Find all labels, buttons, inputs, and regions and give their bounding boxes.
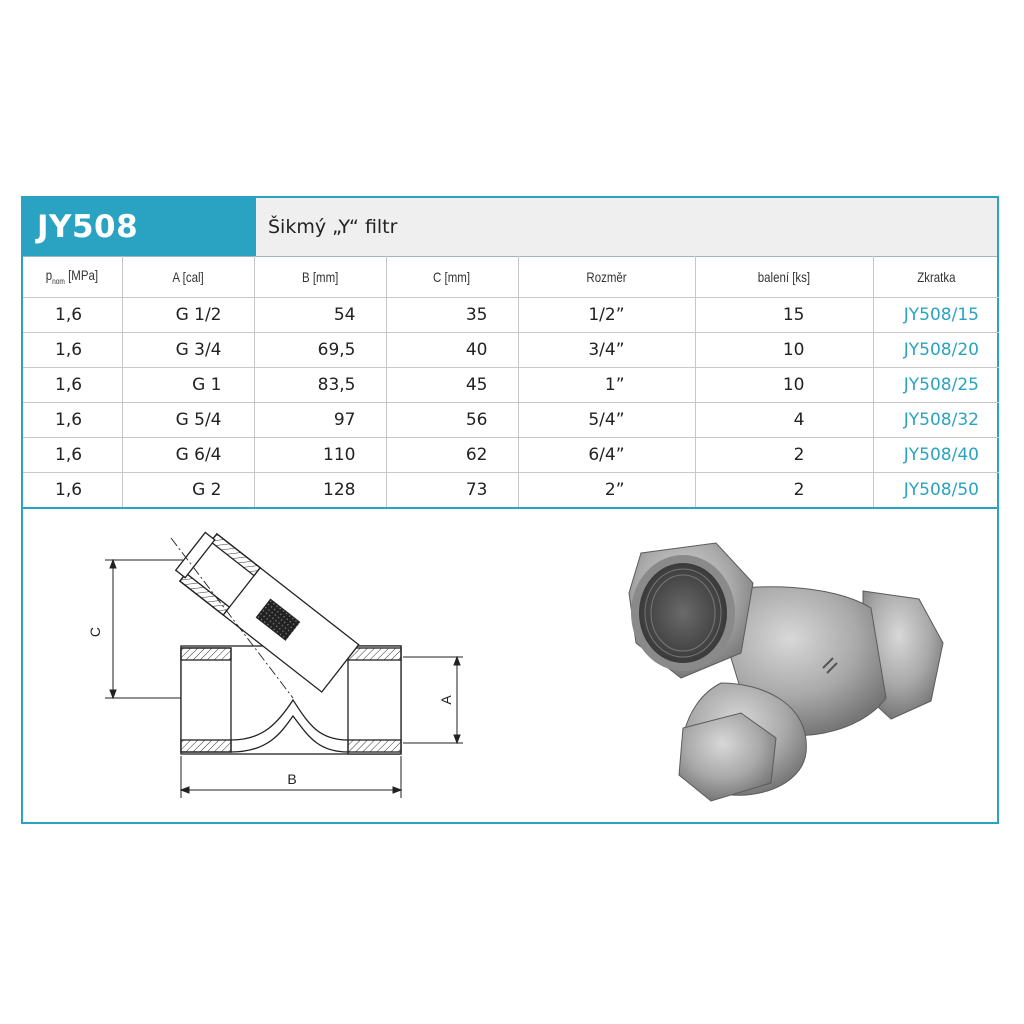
cell-zkratka: JY508/15 [873, 298, 999, 333]
cell-baleni: 10 [695, 333, 873, 368]
table-row [23, 438, 999, 473]
cell-baleni: 2 [695, 473, 873, 508]
cell-c: 40 [386, 333, 518, 368]
table-row [23, 403, 999, 438]
cell-rozmer: 2” [518, 473, 695, 508]
table-row [23, 333, 999, 368]
cell-b: 83,5 [254, 368, 386, 403]
technical-drawing [63, 528, 483, 818]
col-header-zkratka: Zkratka [873, 256, 999, 298]
cell-rozmer: 1” [518, 368, 695, 403]
cell-pressure: 1,6 [23, 333, 122, 368]
product-title: Šikmý „Y“ filtr [256, 198, 997, 256]
cell-baleni: 15 [695, 298, 873, 333]
cell-b: 97 [254, 403, 386, 438]
cell-b: 69,5 [254, 333, 386, 368]
cell-a: G 3/4 [122, 333, 254, 368]
cell-rozmer: 6/4” [518, 438, 695, 473]
table-row [23, 368, 999, 403]
cell-baleni: 10 [695, 368, 873, 403]
cell-pressure: 1,6 [23, 368, 122, 403]
cell-c: 73 [386, 473, 518, 508]
spec-table [23, 256, 999, 509]
cell-rozmer: 1/2” [518, 298, 695, 333]
cell-c: 45 [386, 368, 518, 403]
cell-pressure: 1,6 [23, 473, 122, 508]
dimension-label-c: C [87, 626, 103, 638]
cell-zkratka: JY508/20 [873, 333, 999, 368]
table-row [23, 473, 999, 508]
col-header-rozmer: Rozměr [518, 256, 695, 298]
cell-a: G 1 [122, 368, 254, 403]
cell-zkratka: JY508/32 [873, 403, 999, 438]
cell-zkratka: JY508/50 [873, 473, 999, 508]
cell-rozmer: 5/4” [518, 403, 695, 438]
cell-baleni: 4 [695, 403, 873, 438]
product-photo [601, 533, 946, 818]
cell-pressure: 1,6 [23, 438, 122, 473]
cell-c: 56 [386, 403, 518, 438]
col-header-a: A [cal] [122, 256, 254, 298]
cell-a: G 5/4 [122, 403, 254, 438]
cell-b: 128 [254, 473, 386, 508]
cell-zkratka: JY508/40 [873, 438, 999, 473]
cell-baleni: 2 [695, 438, 873, 473]
product-card [21, 196, 999, 824]
cell-c: 62 [386, 438, 518, 473]
cell-a: G 2 [122, 473, 254, 508]
cell-b: 110 [254, 438, 386, 473]
cell-b: 54 [254, 298, 386, 333]
cell-rozmer: 3/4” [518, 333, 695, 368]
product-code: JY508 [23, 198, 256, 256]
cell-pressure: 1,6 [23, 298, 122, 333]
col-header-pressure: $p_{nom}$ [MPa] [23, 256, 122, 298]
table-header-row [23, 256, 999, 298]
cell-zkratka: JY508/25 [873, 368, 999, 403]
dimension-label-a: A [438, 695, 454, 705]
cell-a: G 6/4 [122, 438, 254, 473]
cell-pressure: 1,6 [23, 403, 122, 438]
col-header-b: B [mm] [254, 256, 386, 298]
cell-a: G 1/2 [122, 298, 254, 333]
col-header-baleni: balení [ks] [695, 256, 873, 298]
col-header-c: C [mm] [386, 256, 518, 298]
cell-c: 35 [386, 298, 518, 333]
product-header [23, 198, 997, 257]
table-row [23, 298, 999, 333]
dimension-label-b: B [287, 771, 297, 787]
